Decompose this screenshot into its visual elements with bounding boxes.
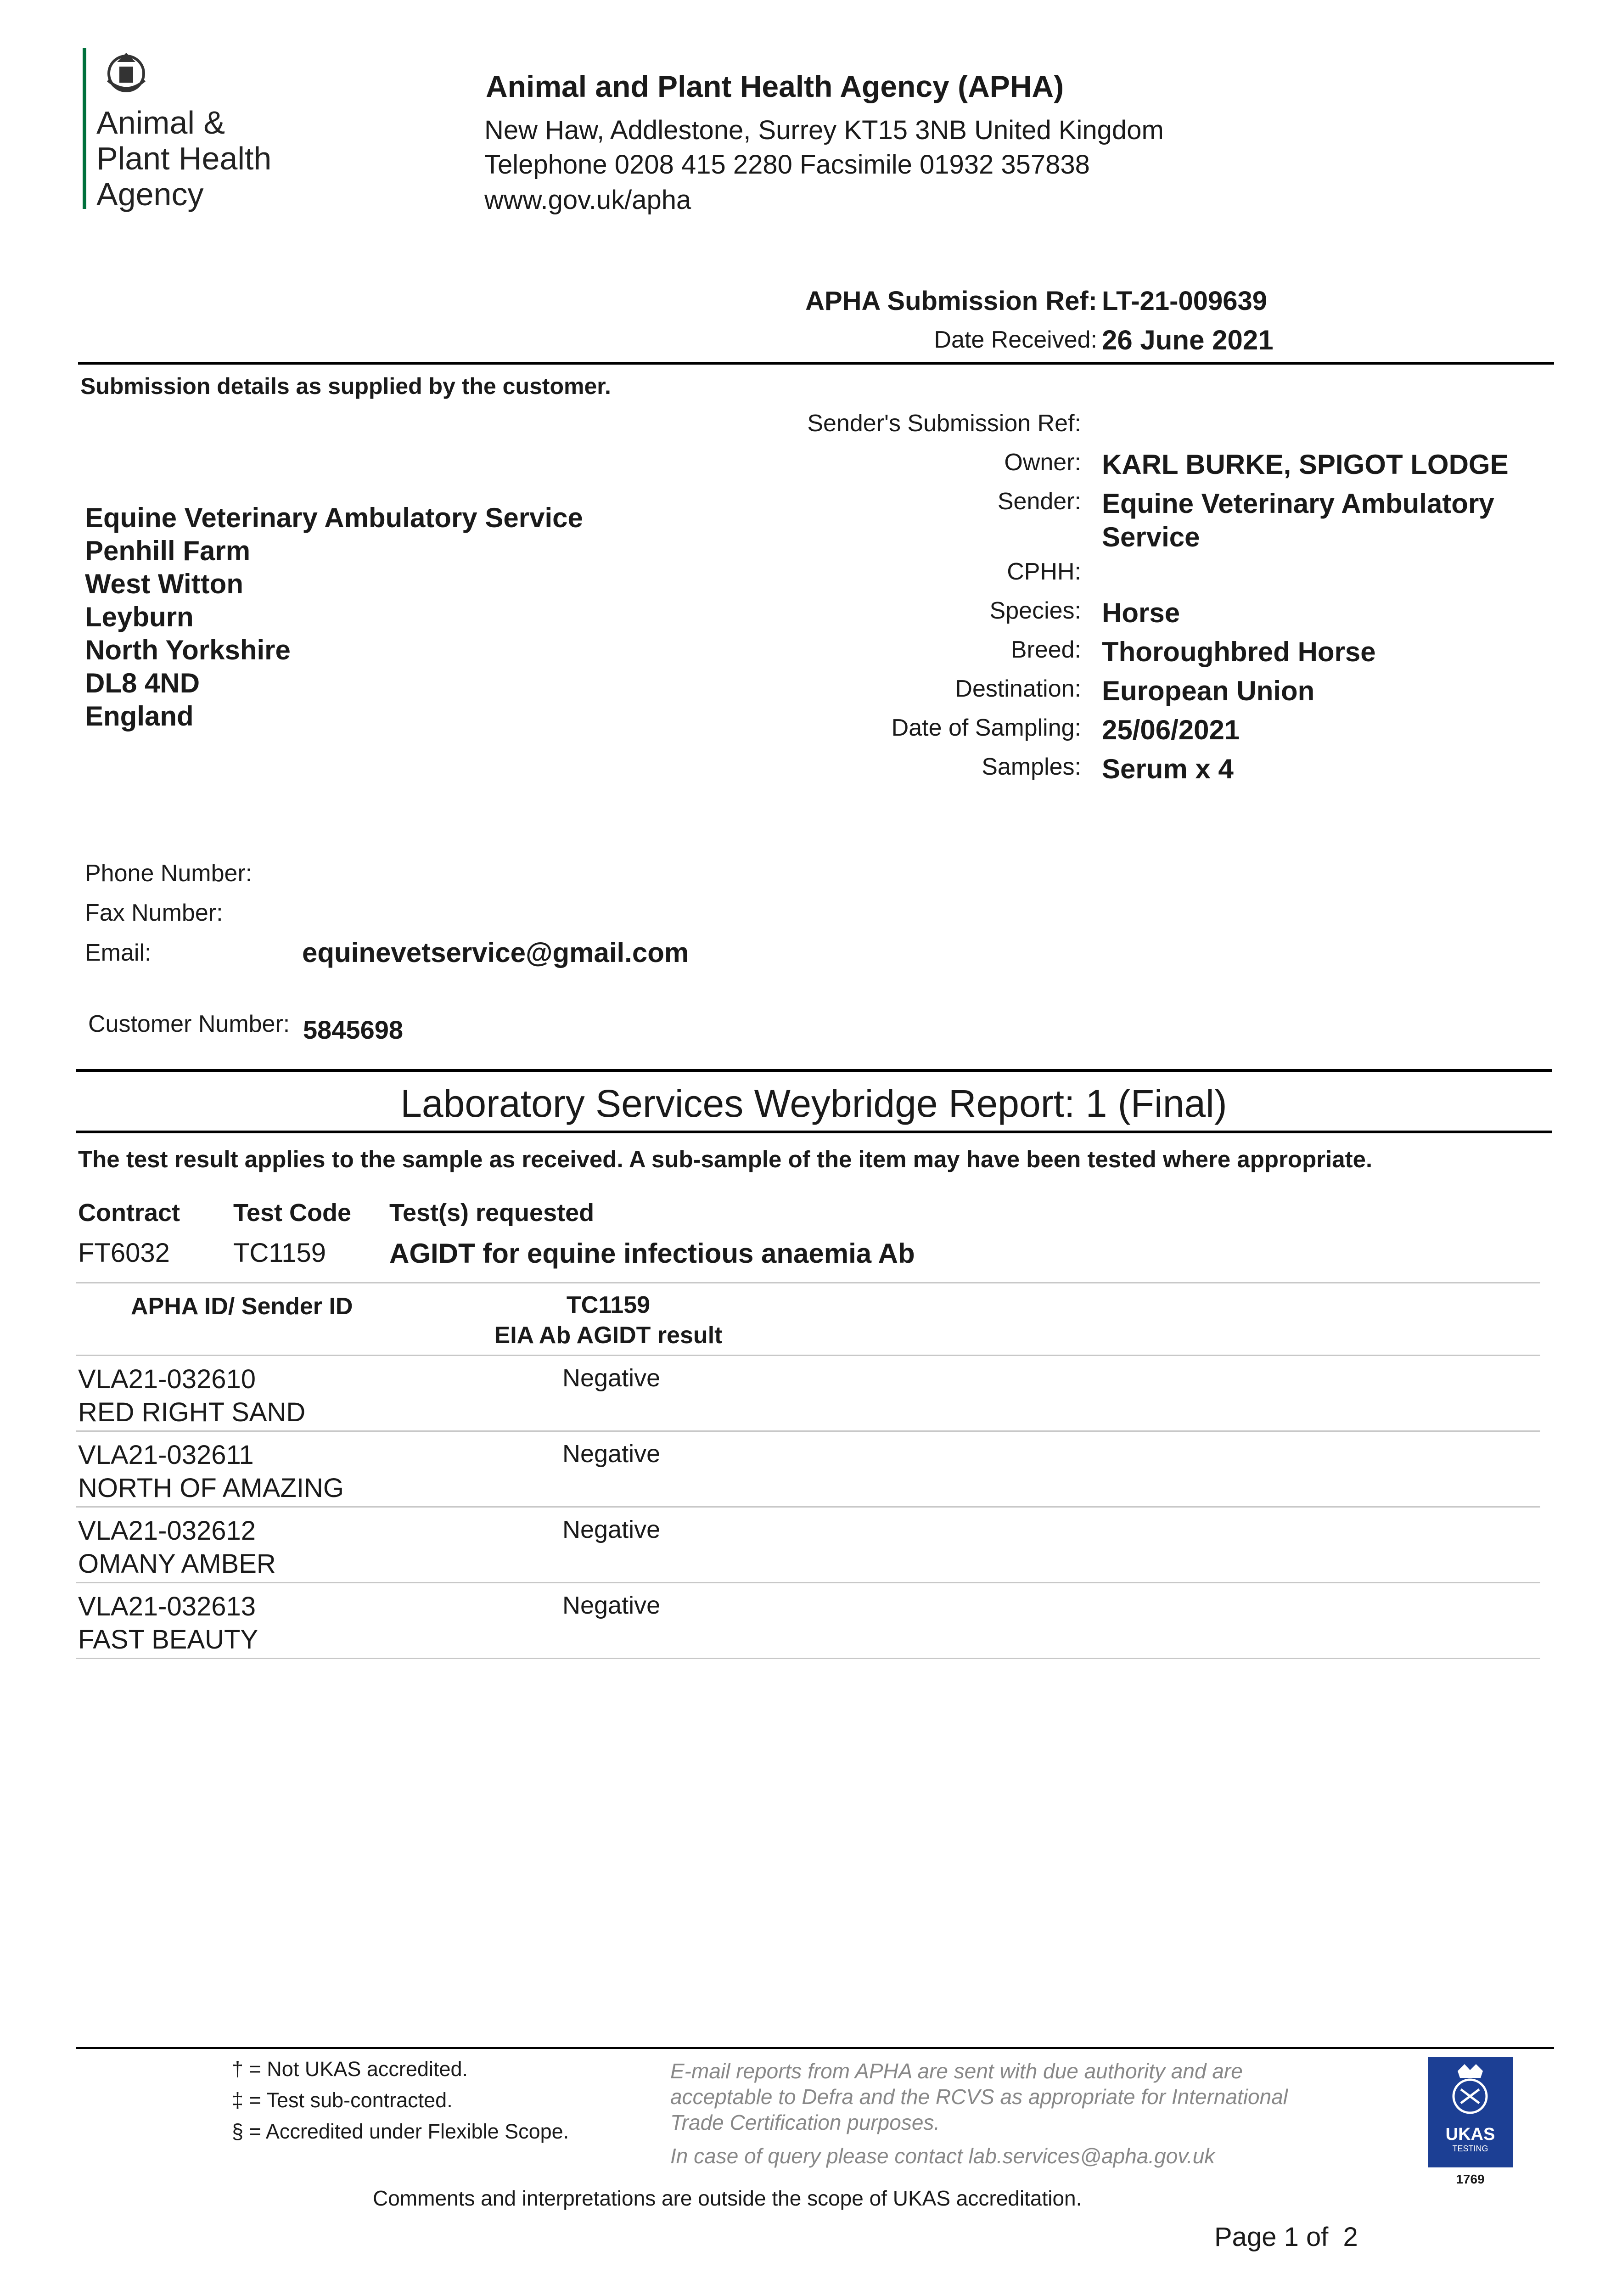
table-row [78,1514,276,1581]
submission-ref-label: APHA Submission Ref: [805,286,1097,316]
destination-value: European Union [1102,675,1315,706]
cphh-label: CPHH: [1007,558,1081,585]
date-received-label: Date Received: [934,326,1097,353]
apha-id: VLA21-032610 [78,1364,256,1394]
apha-id: VLA21-032611 [78,1440,254,1470]
owner-value: KARL BURKE, SPIGOT LODGE [1102,449,1509,480]
table-row [78,1439,344,1505]
report-title: Laboratory Services Weybridge Report: 1 (Final) [400,1082,1227,1125]
destination-label: Destination: [955,675,1081,702]
date-received-value: 26 June 2021 [1102,325,1274,355]
address-line: North Yorkshire [85,635,291,665]
customer-note: Submission details as supplied by the customer. [80,373,611,399]
row-divider [76,1582,1540,1583]
agency-name: Animal and Plant Health Agency (APHA) [486,69,1064,103]
apha-id: VLA21-032613 [78,1592,256,1621]
breed-label: Breed: [1010,636,1081,663]
table-top-border [76,1282,1540,1283]
customer-number-label: Customer Number: [88,1011,290,1037]
sender-ref-label: Sender's Submission Ref: [807,410,1081,437]
email-label: Email: [85,940,152,966]
sender-label: Sender: [997,488,1081,515]
logo-green-bar [83,48,86,209]
email-note-line: E-mail reports from APHA are sent with due authority and are [670,2059,1243,2083]
agency-address: New Haw, Addlestone, Surrey KT15 3NB United Kingdom [484,115,1164,145]
footer-divider [76,2047,1554,2049]
test-code-header: Test Code [233,1199,352,1227]
agency-logo [96,105,271,212]
table-row [78,1590,258,1656]
result-value: Negative [562,1516,661,1543]
contract-value: FT6032 [78,1238,170,1268]
sender-id: RED RIGHT SAND [78,1397,306,1427]
email-note-line: acceptable to Defra and the RCVS as appropriate for International [670,2085,1288,2109]
sampling-date-value: 25/06/2021 [1102,715,1240,745]
address-line: West Witton [85,568,243,599]
fax-label: Fax Number: [85,900,223,926]
customer-number-value: 5845698 [303,1015,404,1044]
page-number: Page 1 of 2 [1214,2222,1358,2252]
address-block [85,501,583,733]
phone-label: Phone Number: [85,860,253,887]
ukas-crown-icon [1428,2057,1513,2122]
agency-website[interactable]: www.gov.uk/apha [484,185,691,215]
ukas-label: UKAS [1445,2125,1495,2144]
address-line: Equine Veterinary Ambulatory Service [85,502,583,533]
test-requested-value: AGIDT for equine infectious anaemia Ab [389,1238,915,1269]
table-header-border [76,1355,1540,1356]
agency-phone-fax: Telephone 0208 415 2280 Facsimile 01932 357838 [484,150,1090,180]
query-contact-note: In case of query please contact lab.services@apha.gov.uk [670,2144,1215,2168]
legend-not-accredited: † = Not UKAS accredited. [232,2057,468,2081]
legend-sub-contracted: ‡ = Test sub-contracted. [232,2088,453,2112]
row-divider [76,1430,1540,1432]
logo-line-2: Plant Health [96,141,272,176]
sender-id: NORTH OF AMAZING [78,1473,344,1503]
sender-id: FAST BEAUTY [78,1625,258,1654]
address-line: Penhill Farm [85,535,251,566]
address-line: Leyburn [85,602,194,632]
tests-requested-header: Test(s) requested [389,1199,595,1227]
email-value[interactable]: equinevetservice@gmail.com [302,937,689,968]
col-result-header-line-1: TC1159 [566,1292,651,1318]
email-note-line: Trade Certification purposes. [670,2110,940,2134]
col-result-header-line-2: EIA Ab AGIDT result [494,1322,723,1349]
apha-id: VLA21-032612 [78,1516,256,1546]
ukas-number: 1769 [1456,2172,1485,2186]
sender-value-line-2: Service [1102,522,1200,552]
sampling-date-label: Date of Sampling: [891,715,1081,741]
ukas-scope-comment: Comments and interpretations are outside the scope of UKAS accreditation. [373,2186,1082,2210]
result-value: Negative [562,1364,661,1392]
sender-value-line-1: Equine Veterinary Ambulatory [1102,488,1494,519]
contract-header: Contract [78,1199,180,1227]
address-line: England [85,701,194,732]
report-top-divider [76,1069,1552,1072]
report-disclaimer: The test result applies to the sample as received. A sub-sample of the item may have been tested where appropriate. [78,1146,1373,1172]
sender-id: OMANY AMBER [78,1549,276,1579]
crest-icon [99,48,154,99]
logo-line-3: Agency [96,176,204,212]
table-row [78,1363,305,1429]
email-authority-note [670,2058,1288,2135]
col-apha-id-header: APHA ID/ Sender ID [131,1293,353,1320]
footer-legend [232,2054,569,2147]
ukas-logo [1428,2057,1513,2186]
owner-label: Owner: [1004,449,1081,476]
species-label: Species: [989,597,1081,624]
species-value: Horse [1102,597,1180,628]
header-divider [78,362,1554,365]
result-value: Negative [562,1592,661,1619]
legend-flexible-scope: § = Accredited under Flexible Scope. [232,2120,569,2143]
ukas-sub-label: TESTING [1452,2144,1488,2153]
submission-ref-value: LT-21-009639 [1102,286,1268,316]
test-code-value: TC1159 [233,1238,326,1268]
address-line: DL8 4ND [85,668,200,698]
result-value: Negative [562,1440,661,1468]
breed-value: Thoroughbred Horse [1102,636,1376,667]
table-bottom-border [76,1658,1540,1659]
row-divider [76,1506,1540,1508]
samples-label: Samples: [982,754,1081,780]
report-bottom-divider [76,1131,1552,1133]
logo-line-1: Animal & [96,105,225,141]
samples-value: Serum x 4 [1102,754,1234,784]
